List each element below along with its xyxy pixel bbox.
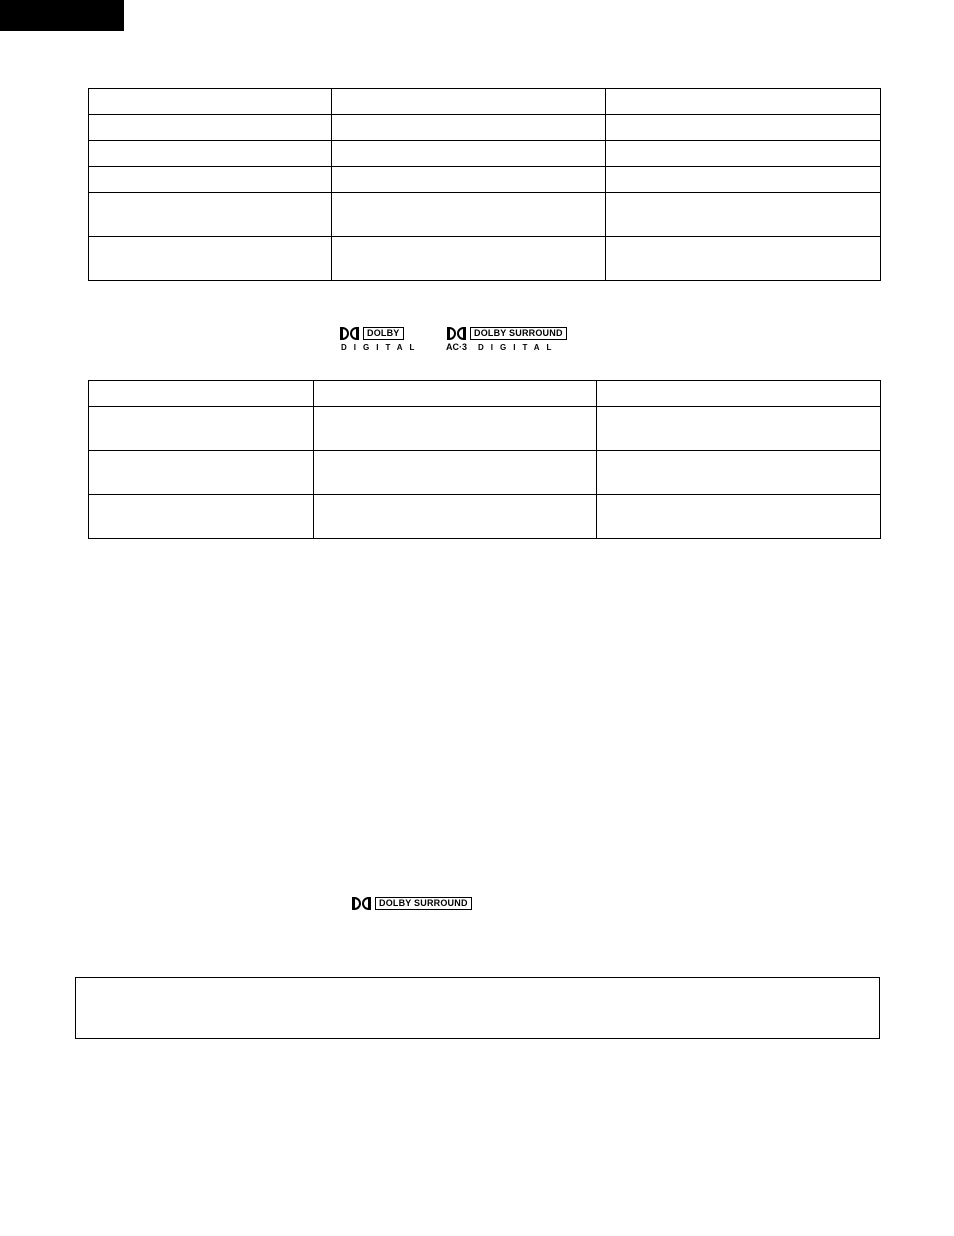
table-cell xyxy=(89,141,332,167)
table-row xyxy=(89,407,881,451)
dolby-surround-ac3-box-text: DOLBY SURROUND xyxy=(470,327,567,340)
table-cell xyxy=(314,381,597,407)
table-cell xyxy=(89,167,332,193)
table-row xyxy=(89,167,881,193)
table-cell xyxy=(89,407,314,451)
table-cell xyxy=(597,381,881,407)
table-cell xyxy=(89,381,314,407)
double-d-icon xyxy=(340,327,359,340)
dolby-digital-sub-text: DIGITAL xyxy=(341,343,422,352)
table-cell xyxy=(89,89,332,115)
table-row xyxy=(89,451,881,495)
table-cell xyxy=(89,237,332,281)
spec-table-1 xyxy=(88,88,881,281)
table-cell xyxy=(89,495,314,539)
dolby-digital-logo xyxy=(340,327,404,340)
table-cell xyxy=(332,89,606,115)
table-cell xyxy=(314,495,597,539)
dolby-digital-box-text: DOLBY xyxy=(363,327,404,340)
dolby-surround-box-text: DOLBY SURROUND xyxy=(375,897,472,910)
table-cell xyxy=(597,495,881,539)
dolby-surround-ac3-logo xyxy=(447,327,567,340)
table-cell xyxy=(606,237,881,281)
table-cell xyxy=(332,193,606,237)
table-cell xyxy=(332,115,606,141)
double-d-icon xyxy=(352,897,371,910)
table-row xyxy=(89,115,881,141)
double-d-icon xyxy=(447,327,466,340)
table-cell xyxy=(606,167,881,193)
table-row xyxy=(89,193,881,237)
note-box xyxy=(75,977,880,1039)
dolby-surround-logo xyxy=(352,897,472,910)
table-cell xyxy=(606,193,881,237)
table-row xyxy=(89,141,881,167)
table-cell xyxy=(606,89,881,115)
dolby-surround-ac3-sub-text: DIGITAL xyxy=(478,343,559,352)
spec-table-2 xyxy=(88,380,881,539)
ac3-text: AC·3 xyxy=(446,342,468,352)
table-cell xyxy=(89,451,314,495)
table-cell xyxy=(89,193,332,237)
table-cell xyxy=(606,115,881,141)
table-cell xyxy=(597,407,881,451)
table-cell xyxy=(89,115,332,141)
table-cell xyxy=(332,167,606,193)
table-cell xyxy=(314,407,597,451)
table-cell xyxy=(606,141,881,167)
table-row xyxy=(89,495,881,539)
table-row xyxy=(89,237,881,281)
table-cell xyxy=(332,237,606,281)
table-row xyxy=(89,381,881,407)
table-cell xyxy=(332,141,606,167)
page-corner-tab xyxy=(0,0,124,31)
table-cell xyxy=(597,451,881,495)
table-cell xyxy=(314,451,597,495)
table-row xyxy=(89,89,881,115)
